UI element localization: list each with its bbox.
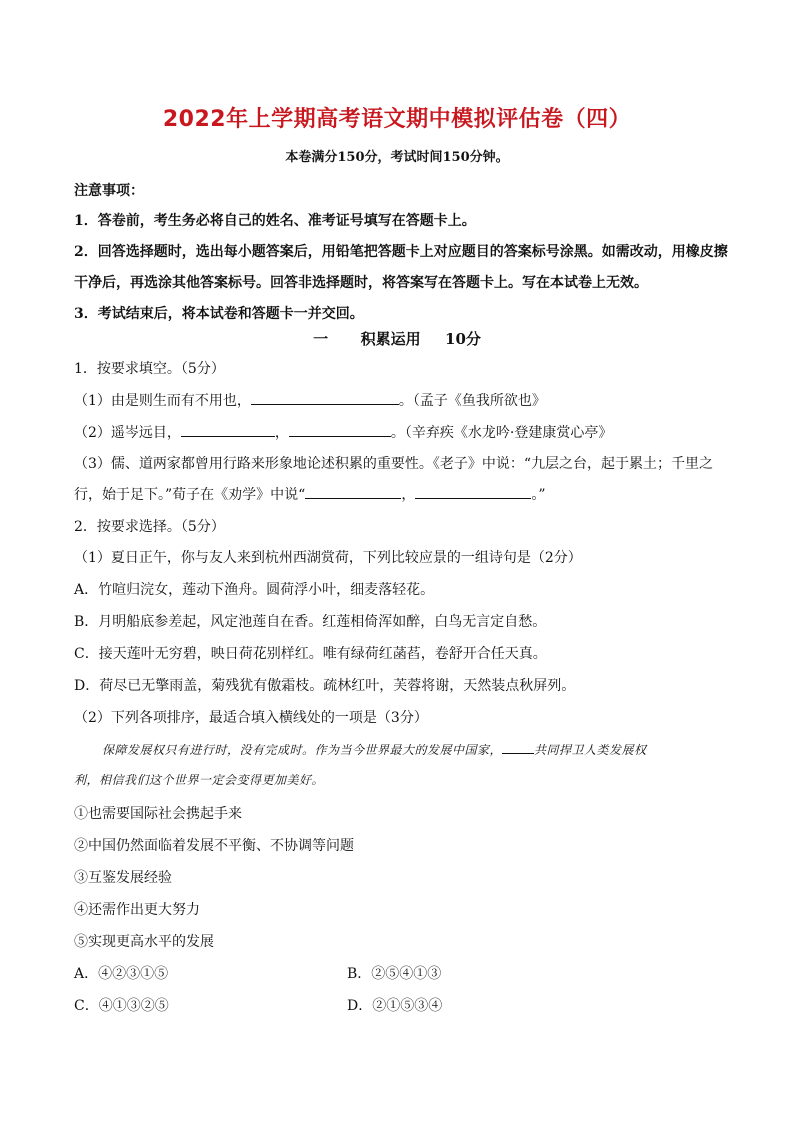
answer-blank[interactable] — [181, 422, 275, 437]
q1-stem: 1．按要求填空。（5分） — [74, 361, 225, 377]
passage-suffix: 共同捍卫人类发展权 — [534, 743, 647, 757]
note-item-3: 3．考试结束后，将本试卷和答题卡一并交回。 — [74, 306, 364, 322]
q2-option-a[interactable]: A．竹喧归浣女，莲动下渔舟。圆荷浮小叶，细麦落轻花。 — [74, 582, 435, 598]
q2-option-c[interactable]: C．接天莲叶无穷碧，映日荷花别样红。唯有绿荷红菡萏，卷舒开合任天真。 — [74, 646, 547, 662]
q1-sub-2-suffix: 。（辛弃疾《水龙吟·登建康赏心亭》 — [390, 425, 613, 441]
sort-item-5: ⑤实现更高水平的发展 — [74, 934, 214, 950]
q2-stem: 2．按要求选择。（5分） — [74, 519, 225, 535]
q2-option-b[interactable]: B．月明船底参差起，风定池莲自在香。红莲相倚浑如醉，白鸟无言定自愁。 — [74, 614, 547, 630]
q1-sub-3-line-1: （3）儒、道两家都曾用行路来形象地论述积累的重要性。《老子》中说：“九层之台，起于累土；千里之 — [74, 456, 714, 472]
passage-line-1 — [74, 741, 734, 758]
q1-sub-2-prefix: （2）遥岑远目， — [74, 425, 181, 441]
choice-b[interactable]: B．②⑤④①③ — [347, 966, 442, 982]
answer-blank[interactable] — [305, 484, 401, 499]
choice-d[interactable]: D．②①⑤③④ — [347, 998, 443, 1014]
q1-sub-3-mid: ， — [401, 487, 416, 503]
notes-heading: 注意事项： — [74, 183, 144, 199]
q1-sub-1 — [74, 390, 734, 410]
q1-sub-3-line-2 — [74, 484, 734, 504]
section-score: 10分 — [445, 330, 481, 348]
sort-item-1: ①也需要国际社会携起手来 — [74, 806, 242, 822]
answer-blank[interactable] — [251, 390, 399, 405]
q1-sub-1-suffix: 。（孟子《鱼我所欲也》 — [398, 393, 546, 409]
section-name: 积累运用 — [360, 330, 421, 348]
answer-blank[interactable] — [289, 422, 391, 437]
passage-line-2: 利，相信我们这个世界一定会变得更加美好。 — [74, 773, 325, 787]
sort-item-4: ④还需作出更大努力 — [74, 902, 200, 918]
note-item-2-line-1: 2．回答选择题时，选出每小题答案后，用铅笔把答题卡上对应题目的答案标号涂黑。如需改动，用橡皮擦 — [74, 244, 728, 260]
section-heading — [0, 328, 794, 349]
sort-item-2: ②中国仍然面临着发展不平衡、不协调等问题 — [74, 838, 354, 854]
passage-prefix: 保障发展权只有进行时，没有完成时。作为当今世界最大的发展中国家， — [102, 743, 503, 757]
answer-blank[interactable] — [415, 484, 531, 499]
passage-blank[interactable] — [502, 742, 534, 754]
exam-title: 2022年上学期高考语文期中模拟评估卷（四） — [162, 107, 632, 132]
q1-sub-2 — [74, 422, 734, 442]
q2-part-2-stem: （2）下列各项排序，最适合填入横线处的一项是（3分） — [74, 710, 428, 726]
q2-option-d[interactable]: D．荷尽已无擎雨盖，菊残犹有傲霜枝。疏林红叶，芙蓉将谢，天然装点秋屏列。 — [74, 678, 576, 694]
q1-sub-1-prefix: （1）由是则生而有不用也， — [74, 393, 251, 409]
q1-sub-3-suffix: 。” — [531, 487, 546, 503]
sort-item-3: ③互鉴发展经验 — [74, 870, 172, 886]
exam-subtitle: 本卷满分150分，考试时间150分钟。 — [285, 150, 509, 165]
choice-a[interactable]: A．④②③①⑤ — [74, 966, 169, 982]
q2-part-1-stem: （1）夏日正午，你与友人来到杭州西湖赏荷，下列比较应景的一组诗句是（2分） — [74, 550, 582, 566]
choice-c[interactable]: C．④①③②⑤ — [74, 998, 169, 1014]
note-item-2-line-2: 干净后，再选涂其他答案标号。回答非选择题时，将答案写在答题卡上。写在本试卷上无效。 — [74, 275, 648, 291]
note-item-1: 1．答卷前，考生务必将自己的姓名、准考证号填写在答题卡上。 — [74, 213, 476, 229]
q1-sub-2-mid: ， — [274, 425, 289, 441]
section-number: 一 — [313, 330, 329, 348]
q1-sub-3-prefix: 行，始于足下。”荀子在《劝学》中说“ — [74, 487, 306, 503]
